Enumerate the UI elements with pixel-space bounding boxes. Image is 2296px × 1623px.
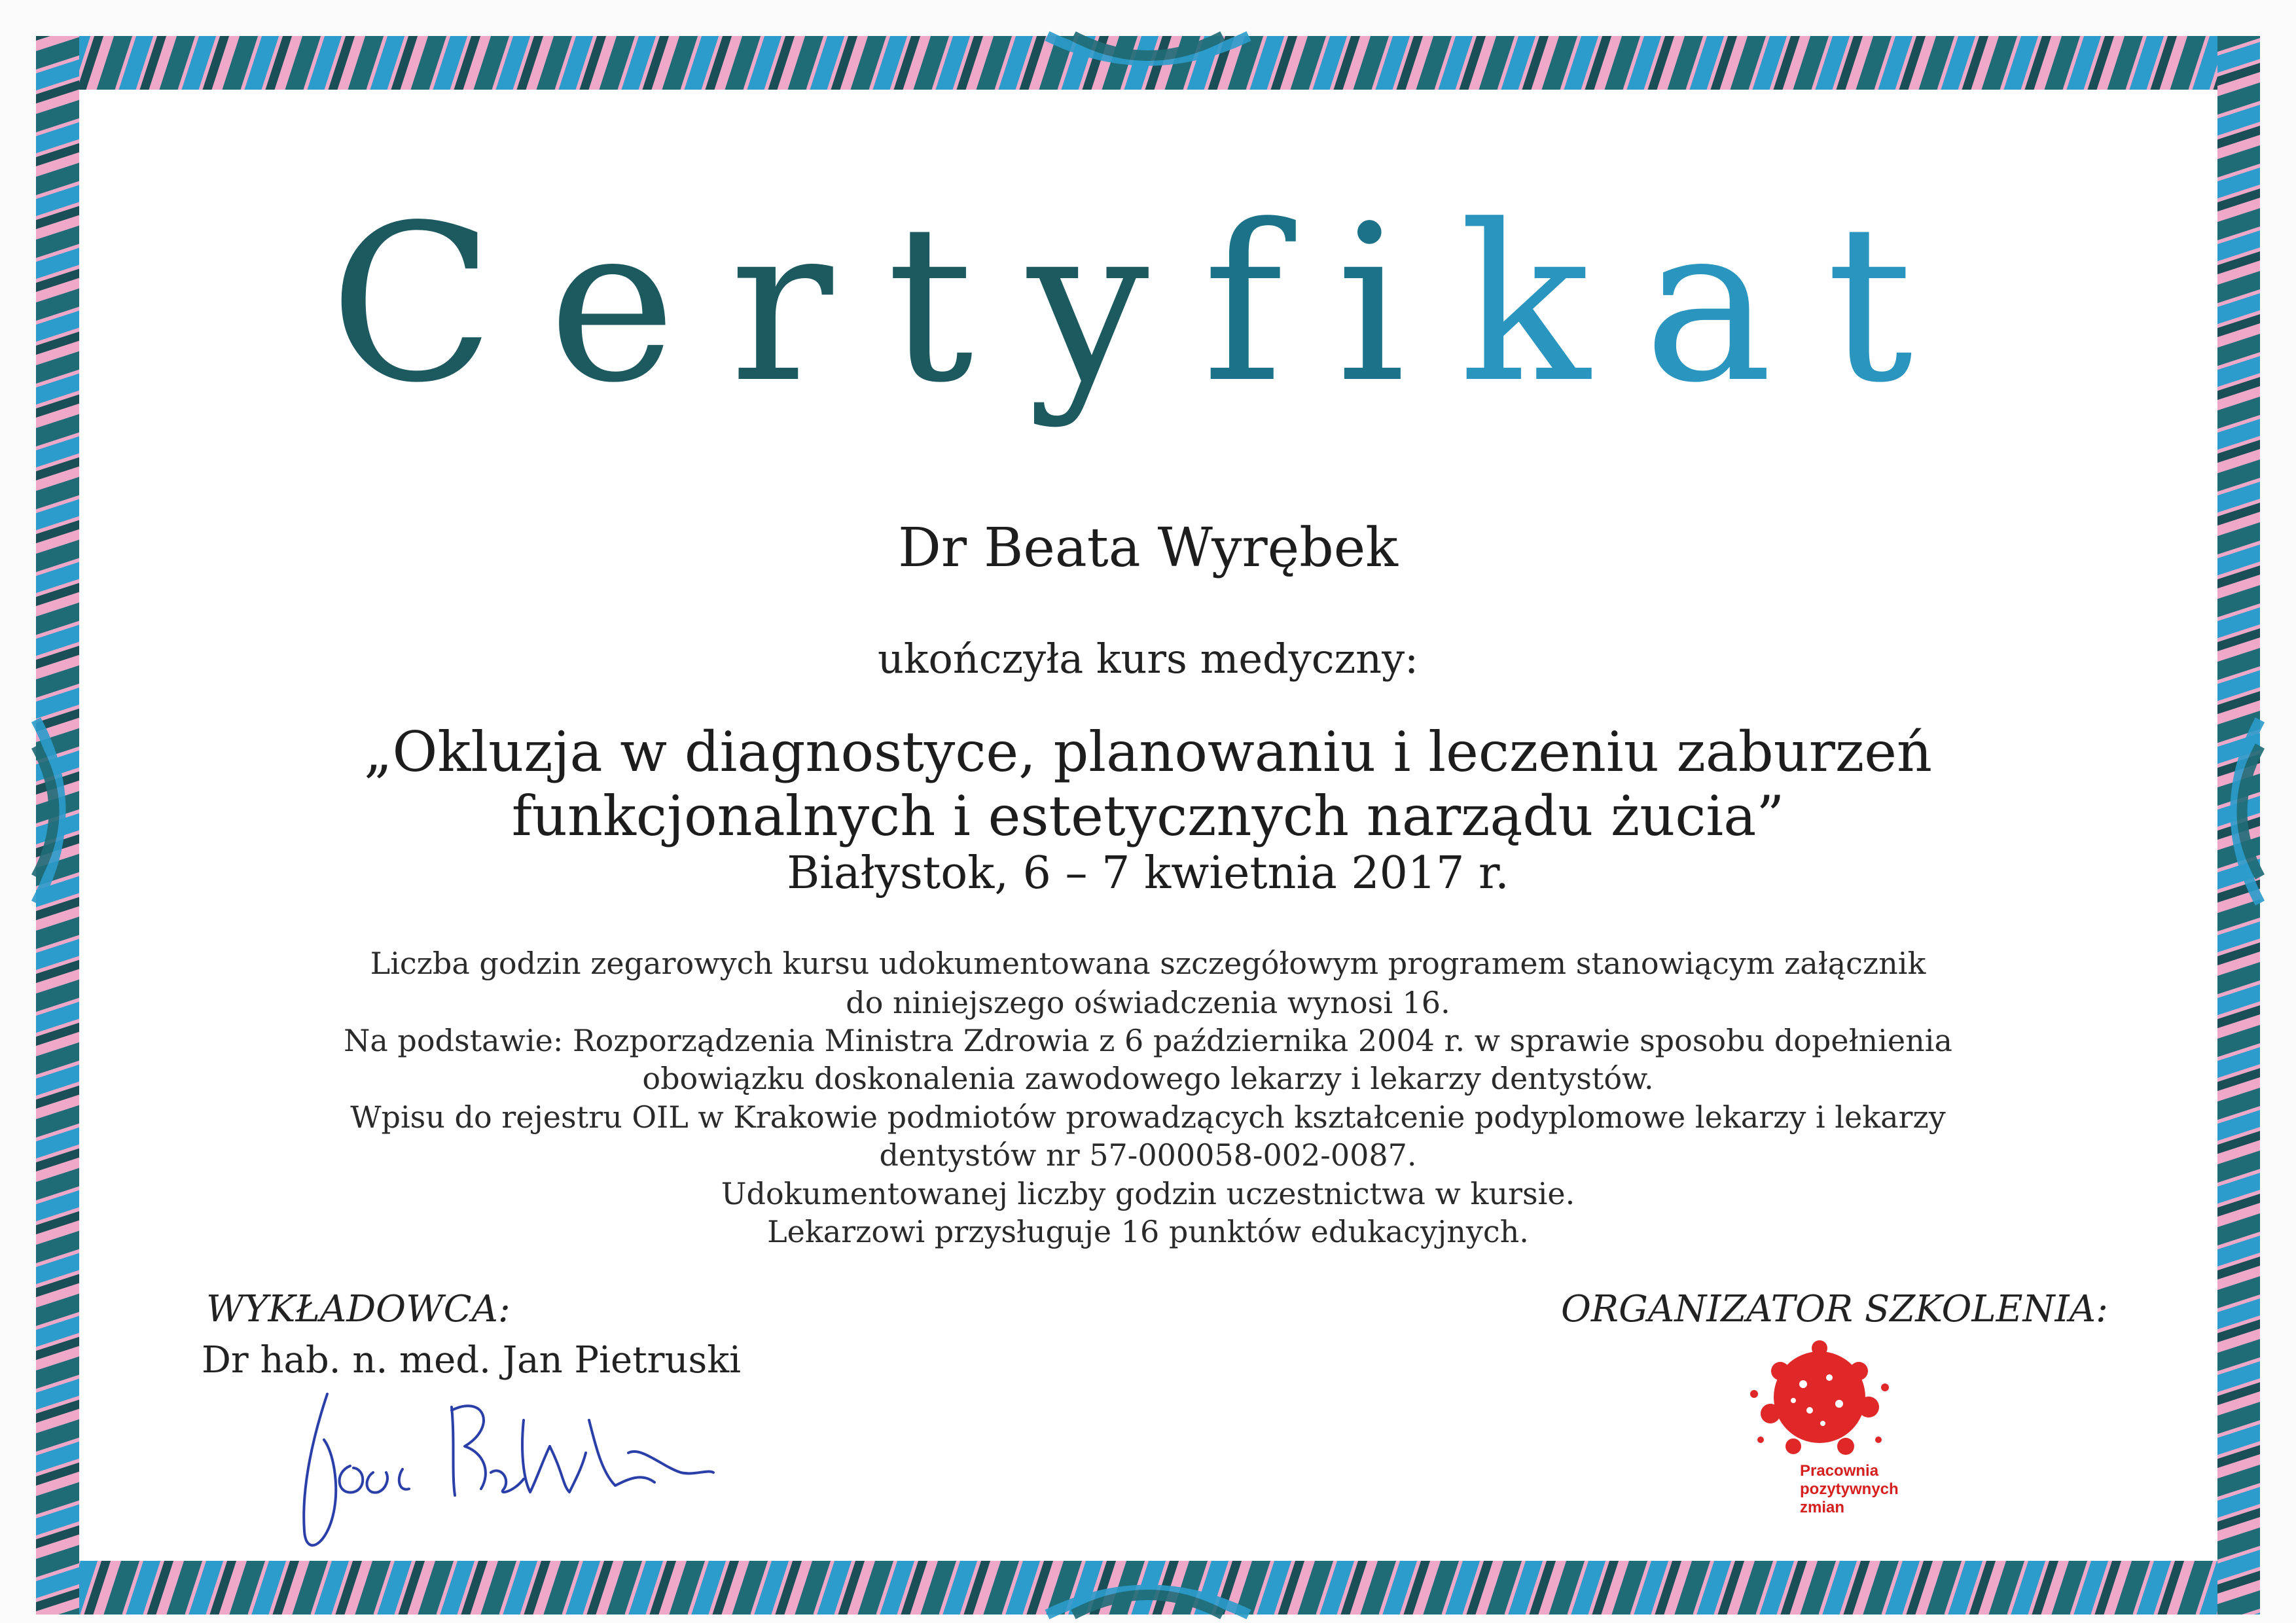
body-line: obowiązku doskonalenia zawodowego lekarzy i lekarzy dentystów. [642, 1061, 1654, 1096]
body-line: Liczba godzin zegarowych kursu udokumentowana szczegółowym programem stanowiącym załącznik [370, 946, 1926, 981]
organizer-logo [1728, 1335, 1911, 1551]
body-line: Udokumentowanej liczby godzin uczestnictwa w kursie. [721, 1176, 1575, 1211]
recipient-name: Dr Beata Wyrębek [898, 517, 1398, 579]
body-line: Wpisu do rejestru OIL w Krakowie podmiotów prowadzących kształcenie podyplomowe lekarzy i lekarzy [350, 1099, 1946, 1135]
logo-text-line-1: Pracownia [1800, 1462, 1879, 1480]
body-line: Lekarzowi przysługuje 16 punktów edukacyjnych. [767, 1214, 1529, 1249]
body-line: dentystów nr 57-000058-002-0087. [879, 1137, 1417, 1173]
lecturer-label: WYKŁADOWCA: [206, 1288, 511, 1330]
place-date: Białystok, 6 – 7 kwietnia 2017 r. [787, 847, 1509, 899]
body-line: do niniejszego oświadczenia wynosi 16. [846, 985, 1450, 1020]
intro-text: ukończyła kurs medyczny: [877, 635, 1419, 683]
course-title-line-2: funkcjonalnych i estetycznych narządu żucia” [511, 784, 1785, 848]
course-title-line-1: „Okluzja w diagnostyce, planowaniu i leczeniu zaburzeń [363, 720, 1933, 784]
lecturer-name: Dr hab. n. med. Jan Pietruski [202, 1339, 742, 1382]
logo-text-line-3: zmian [1800, 1499, 1845, 1516]
body-line: Na podstawie: Rozporządzenia Ministra Zdrowia z 6 października 2004 r. w sprawie sposobu dopełnienia [344, 1023, 1952, 1058]
organizer-label: ORGANIZATOR SZKOLENIA: [1561, 1288, 2108, 1330]
logo-text-line-2: pozytywnych [1800, 1480, 1899, 1498]
course-title [0, 720, 2296, 848]
certificate-title: Certyfikat [329, 179, 1967, 430]
lecturer-signature [288, 1381, 720, 1571]
